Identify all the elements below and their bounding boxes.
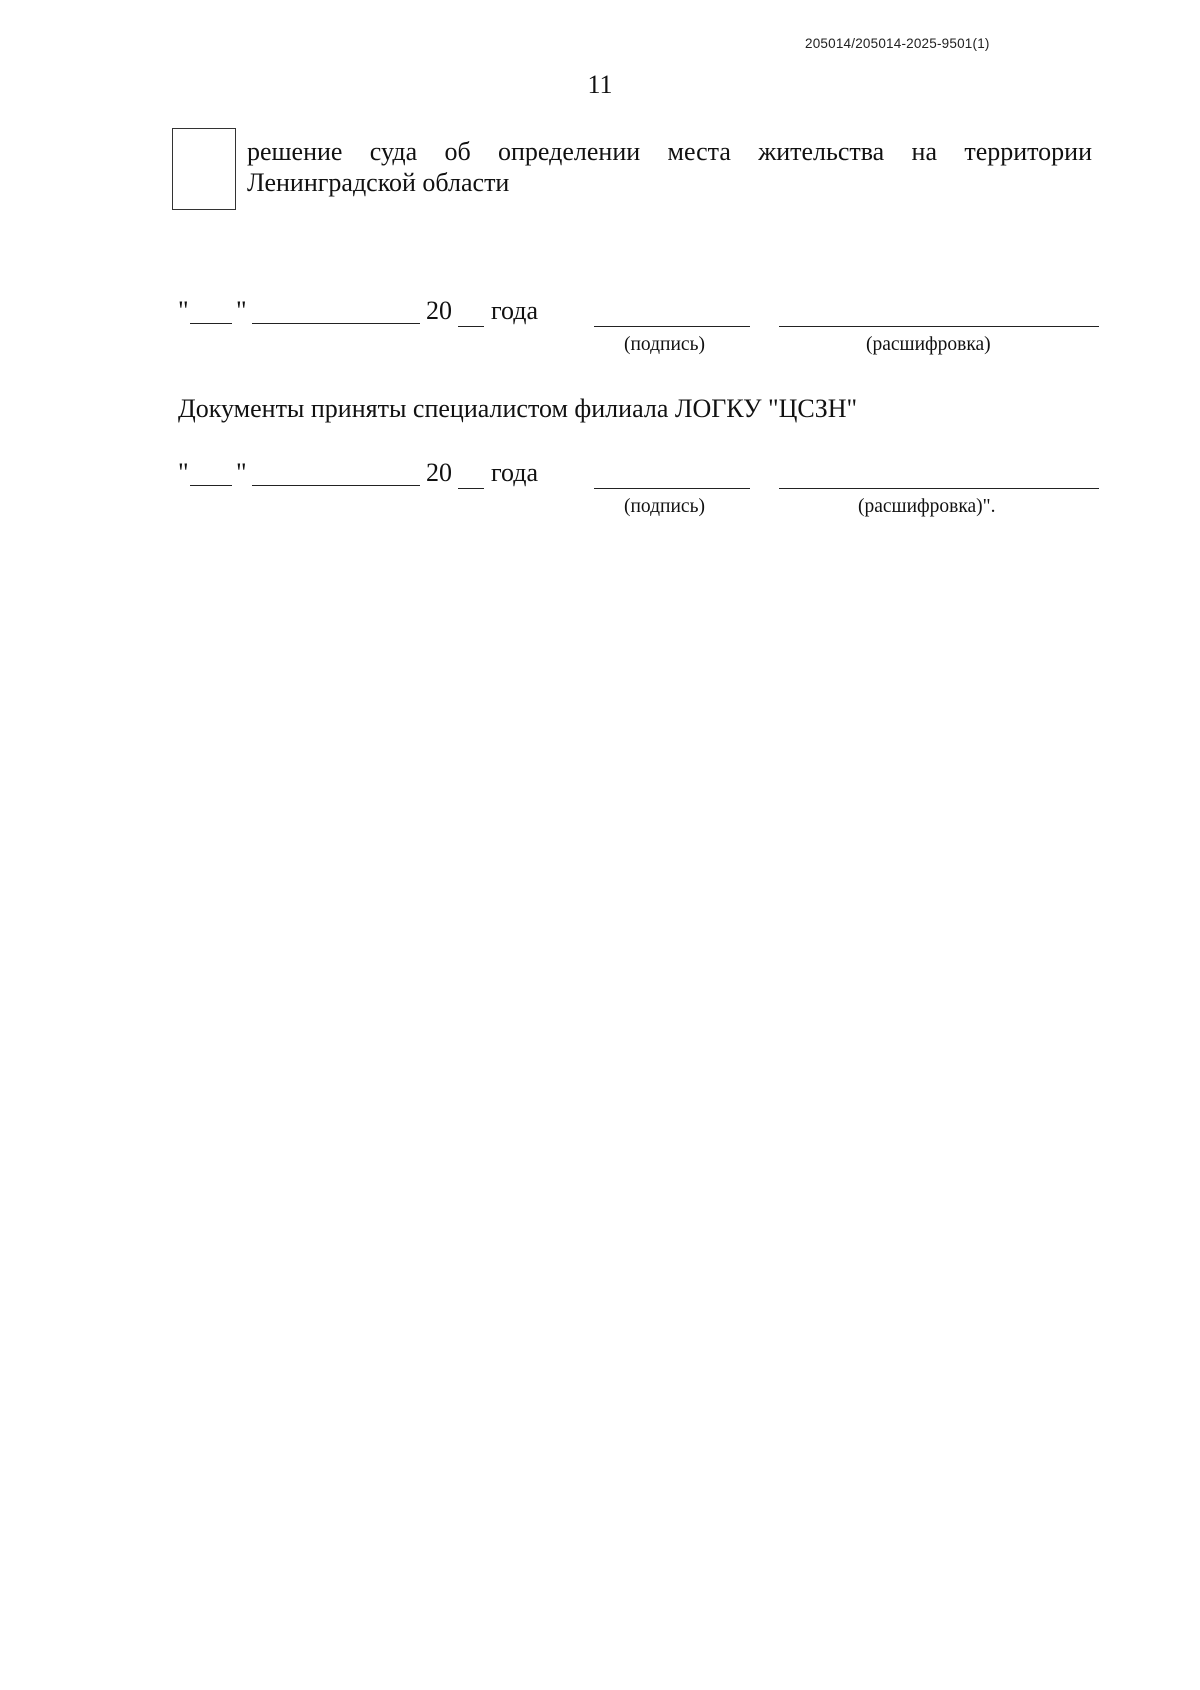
month-blank[interactable]	[252, 485, 420, 486]
year-prefix: 20	[426, 458, 452, 487]
specialist-signature-row	[0, 458, 1200, 518]
documents-accepted-text: Документы приняты специалистом филиала ЛОГКУ "ЦСЗН"	[178, 394, 858, 423]
option-label: решение суда об определении места жительства на территории Ленинградской области	[247, 137, 1092, 197]
quote-close: "	[236, 458, 247, 487]
year-blank[interactable]	[458, 326, 484, 327]
name-decoding-caption: (расшифровка)".	[858, 496, 996, 517]
month-blank[interactable]	[252, 323, 420, 324]
signature-blank[interactable]	[594, 326, 750, 327]
quote-open: "	[178, 296, 189, 325]
applicant-signature-row	[0, 296, 1200, 356]
day-blank[interactable]	[190, 323, 232, 324]
name-decoding-caption: (расшифровка)	[866, 334, 991, 355]
document-number: 205014/205014-2025-9501(1)	[805, 36, 990, 51]
day-blank[interactable]	[190, 485, 232, 486]
year-word: года	[491, 458, 539, 487]
name-decoding-blank[interactable]	[779, 326, 1099, 327]
year-blank[interactable]	[458, 488, 484, 489]
name-decoding-blank[interactable]	[779, 488, 1099, 489]
signature-caption: (подпись)	[624, 496, 705, 517]
page-number: 11	[587, 70, 613, 99]
quote-open: "	[178, 458, 189, 487]
year-prefix: 20	[426, 296, 452, 325]
signature-blank[interactable]	[594, 488, 750, 489]
signature-caption: (подпись)	[624, 334, 705, 355]
quote-close: "	[236, 296, 247, 325]
option-checkbox[interactable]	[172, 128, 236, 210]
year-word: года	[491, 296, 539, 325]
